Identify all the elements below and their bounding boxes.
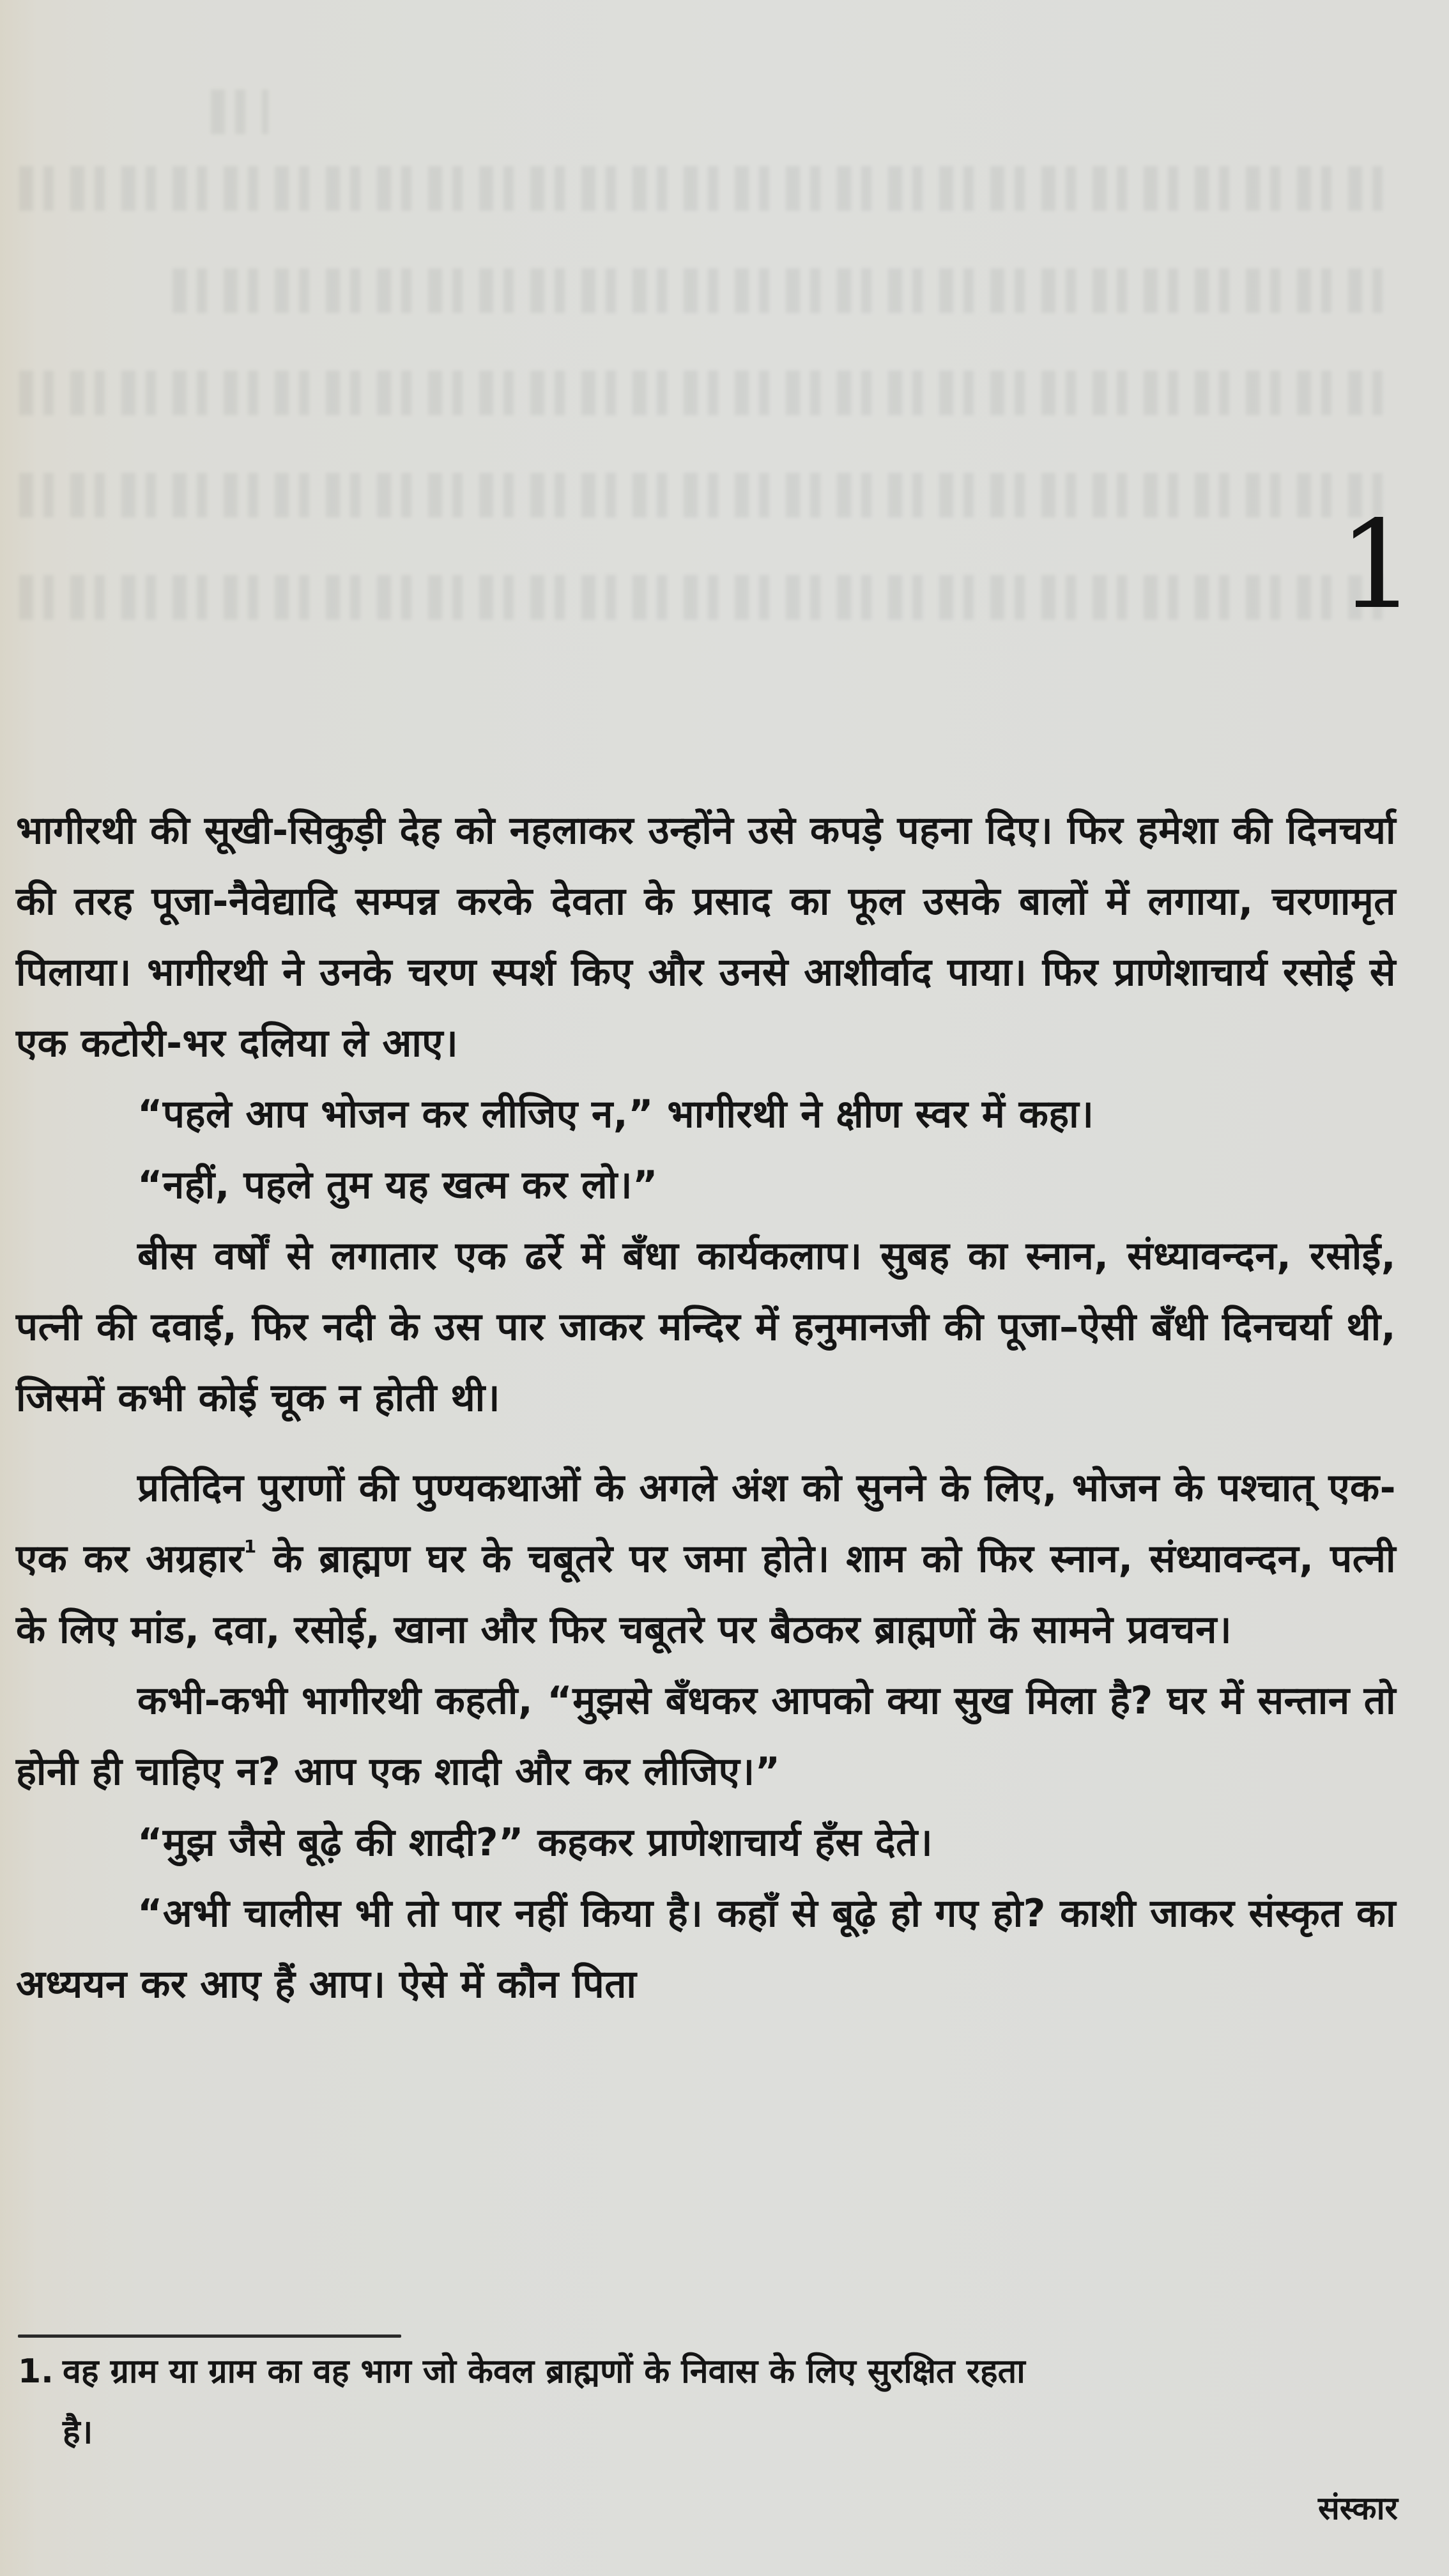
paragraph-5-part-1: प्रतिदिन पुराणों की पुण्यकथाओं के अगले अंश को सुनने के लिए, भोजन के पश्चात् एक-एक कर अग्रहार <box>16 1466 1396 1581</box>
body-text <box>16 795 1396 2020</box>
paragraph-5-part-2: के ब्राह्मण घर के चबूतरे पर जमा होते। शाम को फिर स्नान, संध्यावन्दन, पत्नी के लिए मांड, दवा, रसोई, खाना और फिर चबूतरे पर बैठकर ब्राह्मणों के सामने प्रवचन। <box>16 1537 1397 1652</box>
paragraph-3-dialogue: “नहीं, पहले तुम यह खत्म कर लो।” <box>137 1163 658 1208</box>
running-footer-book-title: संस्कार <box>1317 2490 1398 2527</box>
footnote-1 <box>18 2342 1398 2463</box>
reverse-side-bleed-through <box>19 77 1425 652</box>
paragraph-7-dialogue: “मुझ जैसे बूढ़े की शादी?” कहकर प्राणेशाचार्य हँस देते। <box>137 1820 933 1865</box>
paragraph-2-dialogue: “पहले आप भोजन कर लीजिए न,” भागीरथी ने क्षीण स्वर में कहा। <box>137 1092 1094 1137</box>
paragraph-8-dialogue: “अभी चालीस भी तो पार नहीं किया है। कहाँ से बूढ़े हो गए हो? काशी जाकर संस्कृत का अध्ययन कर आए हैं आप। ऐसे में कौन पिता <box>16 1891 1396 2007</box>
footnote-divider <box>18 2334 401 2338</box>
paragraph-4: बीस वर्षों से लगातार एक ढर्रे में बँधा कार्यकलाप। सुबह का स्नान, संध्यावन्दन, रसोई, पत्नी की दवाई, फिर नदी के उस पार जाकर मन्दिर में हनुमानजी की पूजा–ऐसी बँधी दिनचर्या थी, जिसमें कभी कोई चूक न होती थी। <box>16 1234 1396 1420</box>
footnote-reference[interactable]: 1 <box>243 1536 257 1557</box>
footnote-line-1 <box>18 2342 1398 2402</box>
footnote-number: 1. <box>18 2352 54 2391</box>
paragraph-5 <box>16 1453 1396 1666</box>
footnote-line-2: है। <box>63 2413 93 2451</box>
paragraph-1: भागीरथी की सूखी-सिकुड़ी देह को नहलाकर उन्होंने उसे कपड़े पहना दिए। फिर हमेशा की दिनचर्या की तरह पूजा-नैवेद्यादि सम्पन्न करके देवता के प्रसाद का फूल उसके बालों में लगाया, चरणामृत पिलाया। भागीरथी ने उनके चरण स्पर्श किए और उनसे आशीर्वाद पाया। फिर प्राणेशाचार्य रसोई से एक कटोरी-भर दलिया ले आए। <box>16 808 1396 1066</box>
chapter-number: 1 <box>1338 494 1416 636</box>
footnote-text: वह ग्राम या ग्राम का वह भाग जो केवल ब्राह्मणों के निवास के लिए सुरक्षित रहता <box>63 2352 1025 2391</box>
paragraph-6-dialogue: कभी-कभी भागीरथी कहती, “मुझसे बँधकर आपको क्या सुख मिला है? घर में सन्तान तो होनी ही चाहिए न? आप एक शादी और कर लीजिए।” <box>16 1678 1396 1794</box>
